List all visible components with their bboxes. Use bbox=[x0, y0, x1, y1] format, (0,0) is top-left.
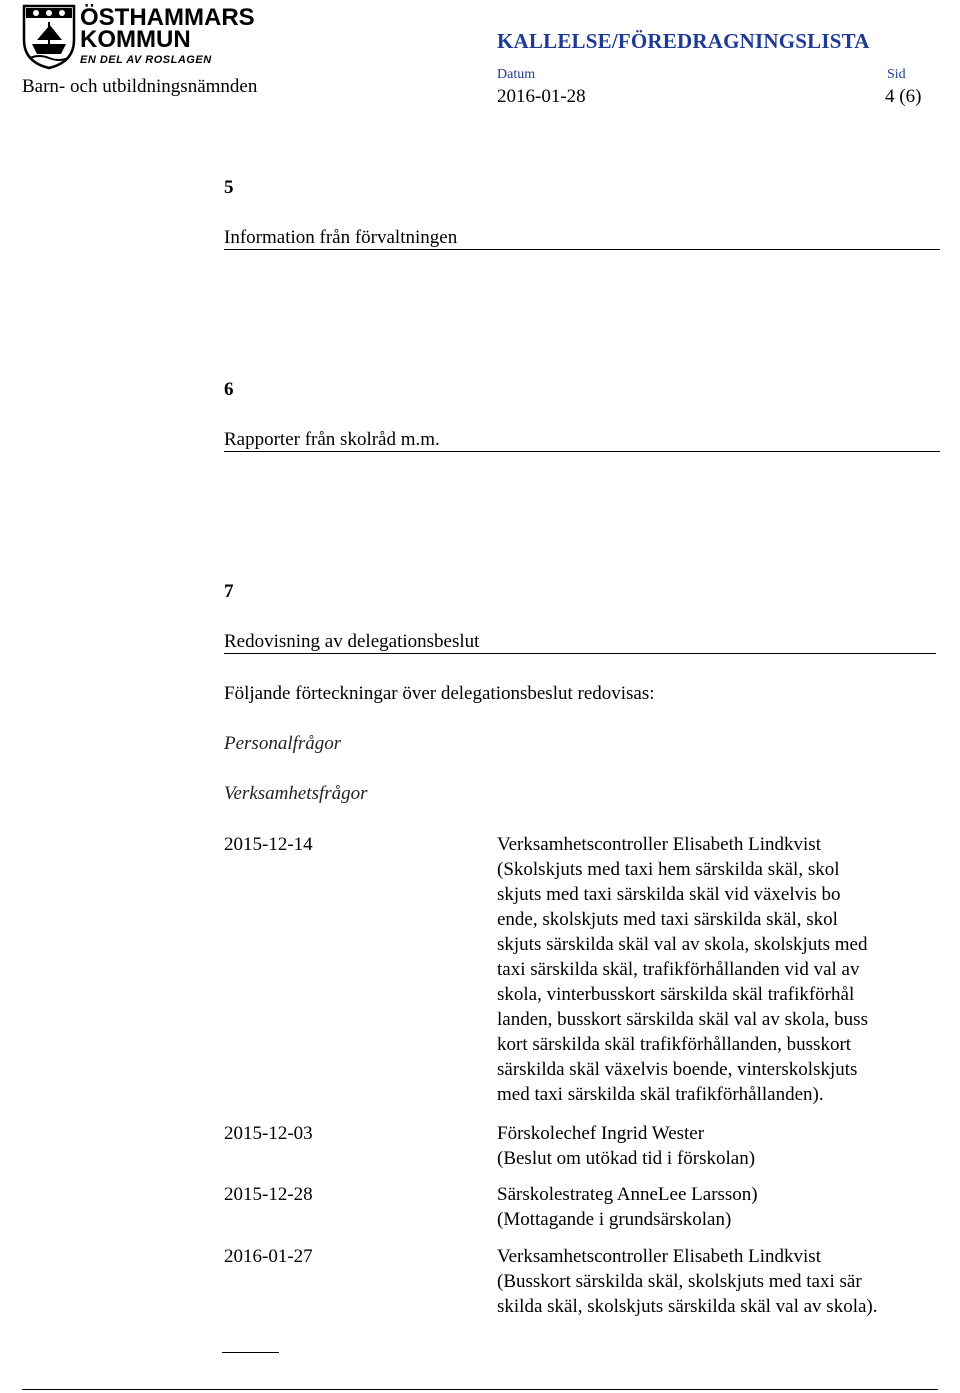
entry-text: Verksamhetscontroller Elisabeth Lindkvist (Skolskjuts med taxi hem särskilda skäl, skol skjuts med taxi särskilda skäl vid växelvis bo ende, skolskjuts med taxi särskilda skäl, skol skjuts särskilda skäl val av skola, skolskjuts med taxi särskilda skäl, trafikförhållanden vid val av skola, vinterbusskort särskilda skäl trafikförhål landen, busskort särskilda skäl val av skola, buss kort särskilda skäl trafikförhållanden, busskort särskilda skäl växelvis boende, vinterskolskjuts med taxi särskilda skäl trafikförhållanden). bbox=[497, 834, 868, 1105]
entry-date: 2016-01-27 bbox=[224, 1246, 313, 1267]
section-7-number: 7 bbox=[224, 581, 234, 602]
category-operations: Verksamhetsfrågor bbox=[224, 783, 368, 804]
section-7-title: Redovisning av delegationsbeslut bbox=[224, 631, 936, 654]
entry-date: 2015-12-14 bbox=[224, 834, 313, 855]
page-number: 4 (6) bbox=[885, 86, 922, 107]
logo-name-line2: KOMMUN bbox=[80, 26, 191, 53]
logo-name-line1: ÖSTHAMMARS bbox=[80, 4, 255, 31]
entry-date: 2015-12-28 bbox=[224, 1184, 313, 1205]
end-rule bbox=[222, 1352, 279, 1353]
document-date: 2016-01-28 bbox=[497, 86, 586, 107]
entry-text: Verksamhetscontroller Elisabeth Lindkvist (Busskort särskilda skäl, skolskjuts med taxi sär skilda skäl, skolskjuts särskilda skäl val av skola). bbox=[497, 1246, 878, 1317]
section-6-title: Rapporter från skolråd m.m. bbox=[224, 429, 940, 452]
intro-text: Följande förteckningar över delegationsbeslut redovisas: bbox=[224, 683, 655, 704]
section-5-title: Information från förvaltningen bbox=[224, 227, 940, 250]
section-6-number: 6 bbox=[224, 379, 234, 400]
category-personnel: Personalfrågor bbox=[224, 733, 342, 754]
logo-tagline: EN DEL AV ROSLAGEN bbox=[80, 54, 212, 66]
entry-date: 2015-12-03 bbox=[224, 1123, 313, 1144]
document-title: KALLELSE/FÖREDRAGNINGSLISTA bbox=[497, 29, 870, 53]
date-label: Datum bbox=[497, 67, 536, 82]
entry-text: Förskolechef Ingrid Wester (Beslut om utökad tid i förskolan) bbox=[497, 1123, 756, 1169]
section-5-number: 5 bbox=[224, 177, 234, 198]
footer-rule bbox=[22, 1389, 938, 1390]
page-label: Sid bbox=[887, 67, 906, 82]
entry-text: Särskolestrateg AnneLee Larsson) (Mottagande i grundsärskolan) bbox=[497, 1184, 758, 1230]
department-name: Barn- och utbildningsnämnden bbox=[22, 76, 258, 97]
